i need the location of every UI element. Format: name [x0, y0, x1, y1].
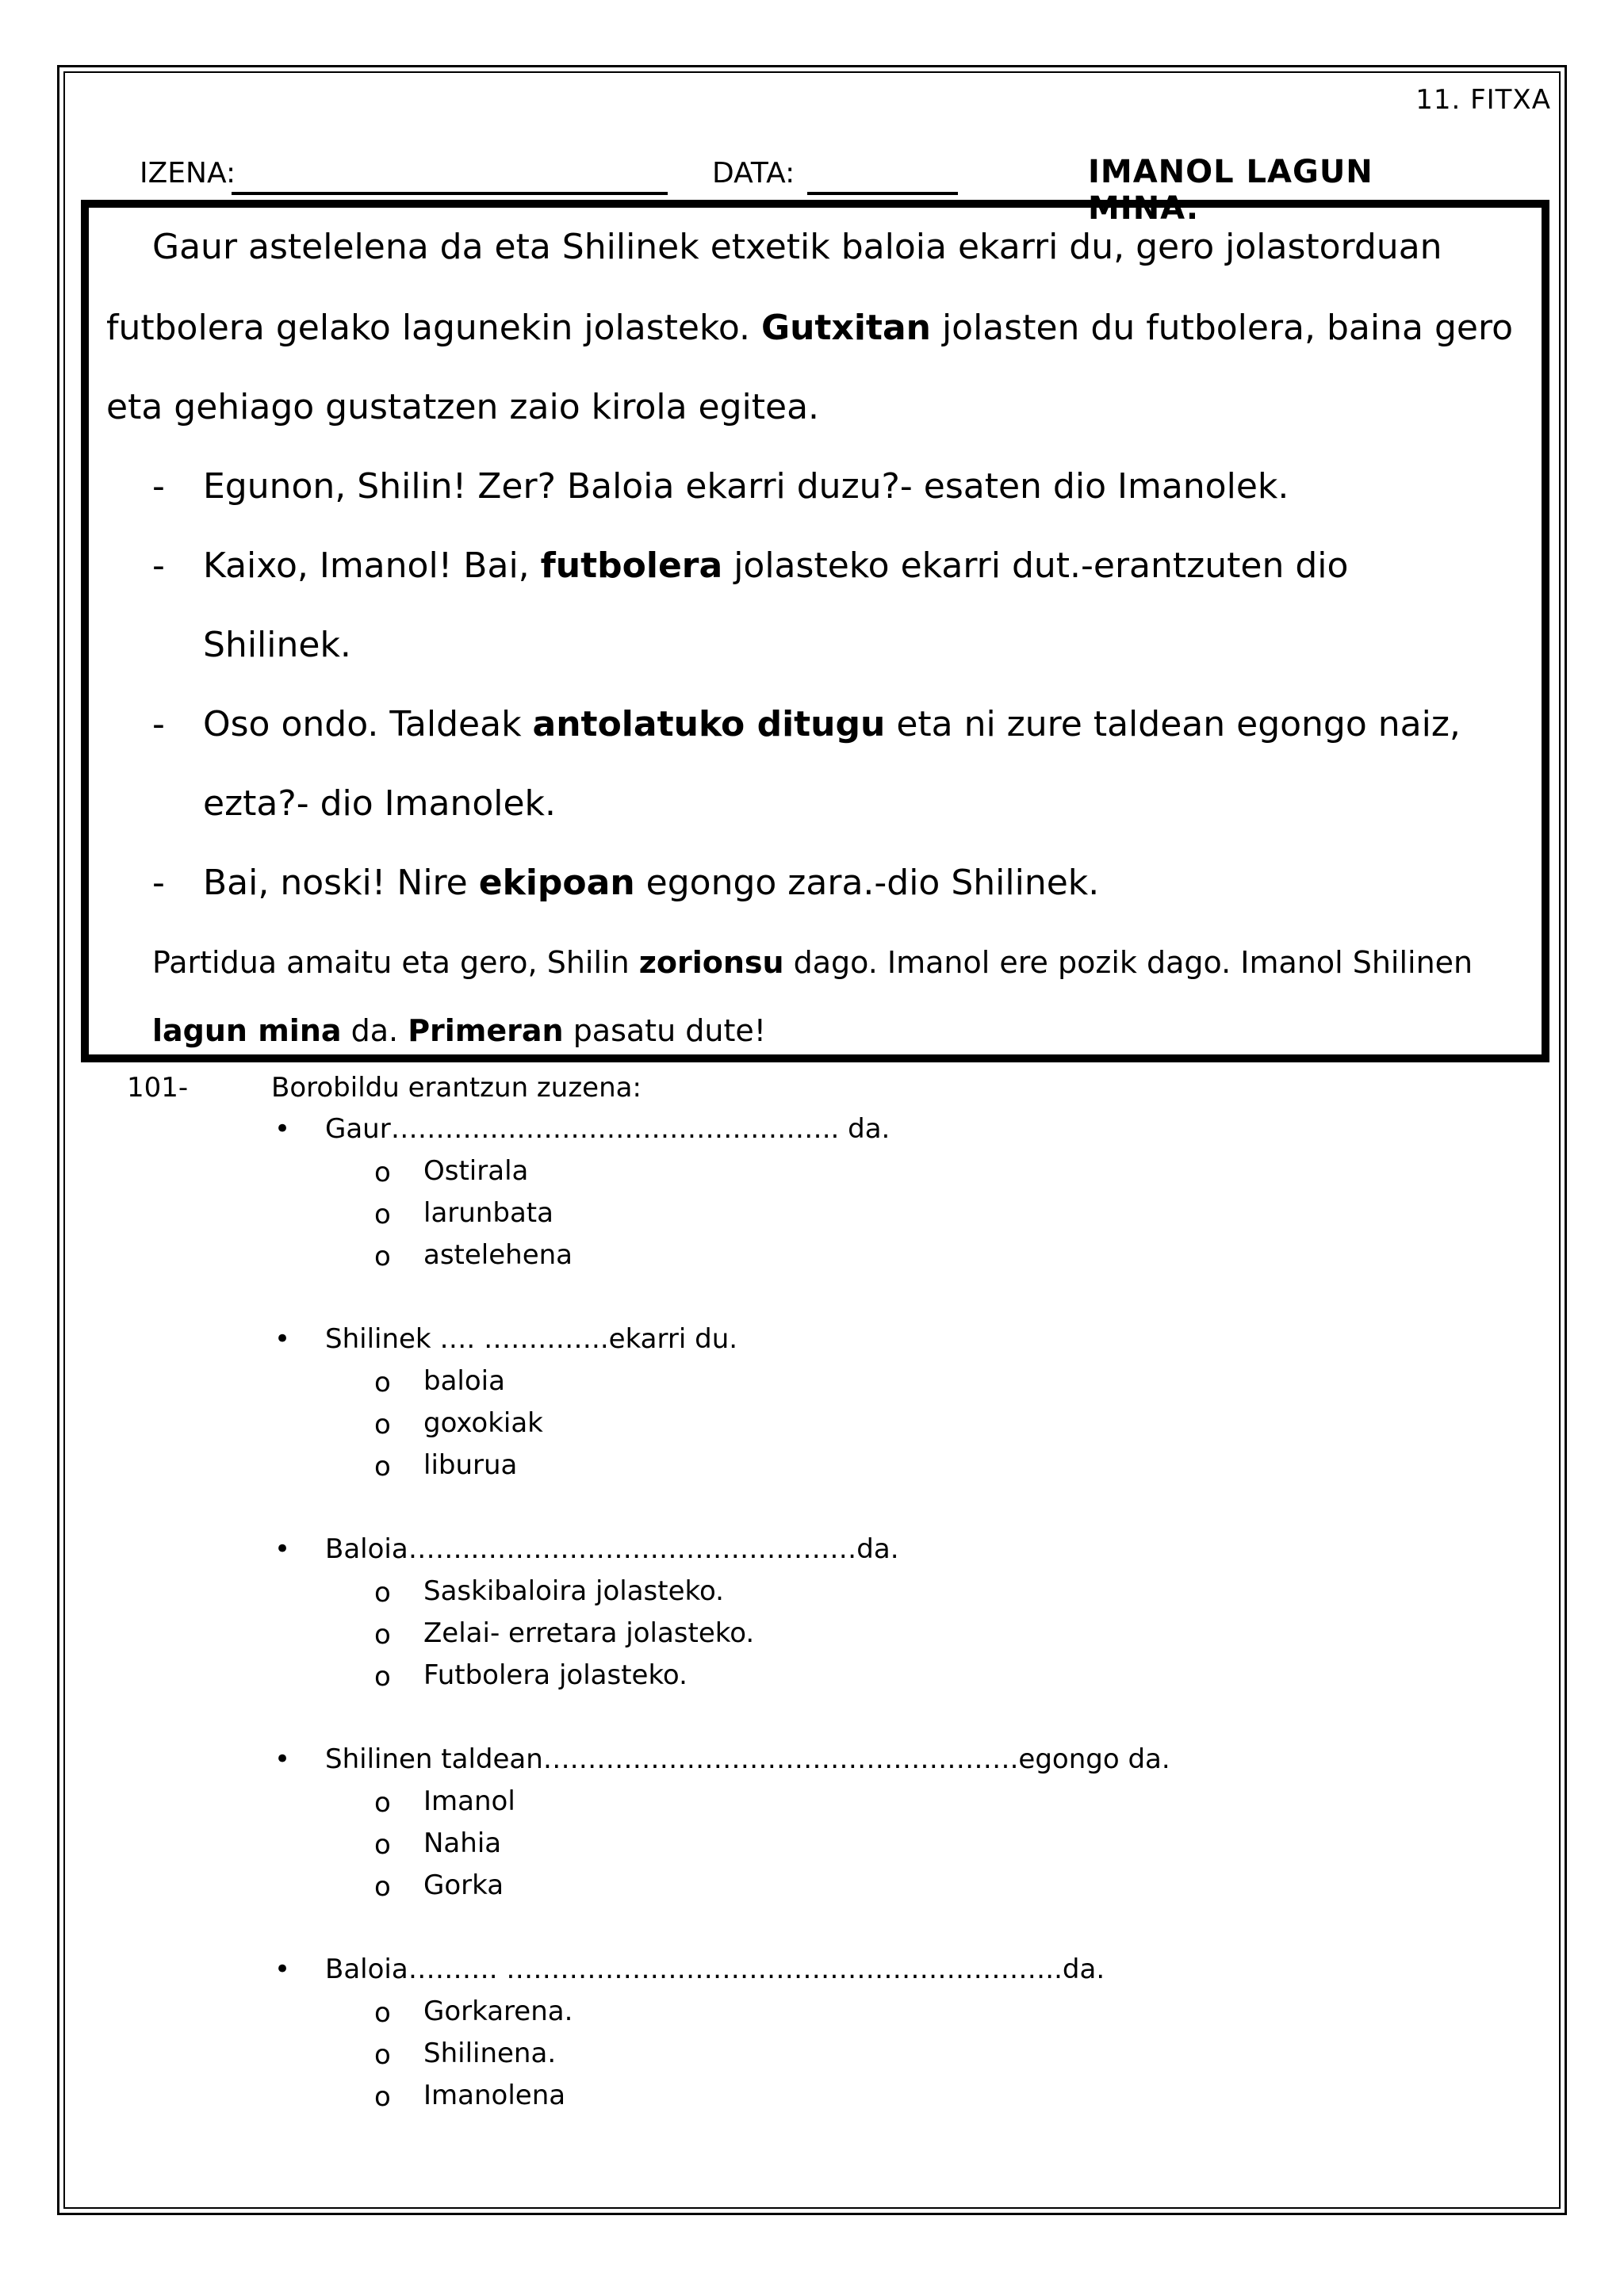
option-circle-icon[interactable]: o: [374, 1661, 391, 1693]
question-1-text: Gaur………………………………………….. da.: [325, 1113, 891, 1145]
question-3-option-3[interactable]: Futbolera jolasteko.: [423, 1659, 688, 1691]
question-2-text: Shilinek …. …………..ekarri du.: [325, 1323, 738, 1355]
question-3-option-2[interactable]: Zelai- erretara jolasteko.: [423, 1617, 755, 1649]
option-circle-icon[interactable]: o: [374, 1871, 391, 1903]
date-label: DATA:: [712, 157, 795, 189]
dialogue-2: Kaixo, Imanol! Bai, futbolera jolasteko ekarri dut.-erantzuten dio: [203, 545, 1349, 586]
option-circle-icon[interactable]: o: [374, 1157, 391, 1188]
question-5-option-3[interactable]: Imanolena: [423, 2080, 566, 2111]
dialogue-1: Egunon, Shilin! Zer? Baloia ekarri duzu?- esaten dio Imanolek.: [203, 466, 1289, 507]
worksheet-title: IMANOL LAGUN MINA.: [1088, 154, 1373, 227]
option-circle-icon[interactable]: o: [374, 1241, 391, 1272]
question-4-option-2[interactable]: Nahia: [423, 1827, 502, 1859]
question-1-option-3[interactable]: astelehena: [423, 1239, 573, 1271]
story-ending-2: lagun mina da. Primeran pasatu dute!: [152, 1013, 766, 1048]
option-circle-icon[interactable]: o: [374, 1619, 391, 1651]
option-circle-icon[interactable]: o: [374, 1997, 391, 2029]
dialogue-dash: -: [152, 545, 165, 586]
dialogue-dash: -: [152, 863, 165, 903]
name-line: [232, 192, 668, 195]
option-circle-icon[interactable]: o: [374, 1367, 391, 1399]
story-line-3: eta gehiago gustatzen zaio kirola egitea.: [106, 387, 820, 427]
question-3-text: Baloia……..……………………………………da.: [325, 1533, 899, 1565]
story-line-1: Gaur astelelena da eta Shilinek etxetik baloia ekarri du, gero jolastorduan: [152, 227, 1442, 267]
question-bullet: •: [274, 1113, 291, 1145]
sheet-label: 11. FITXA: [1415, 84, 1551, 116]
option-circle-icon[interactable]: o: [374, 1199, 391, 1230]
option-circle-icon[interactable]: o: [374, 1451, 391, 1483]
question-4-option-3[interactable]: Gorka: [423, 1869, 504, 1901]
story-line-2: futbolera gelako lagunekin jolasteko. Gutxitan jolasten du futbolera, baina gero: [106, 308, 1513, 348]
dialogue-dash: -: [152, 704, 165, 744]
question-3-option-1[interactable]: Saskibaloira jolasteko.: [423, 1575, 724, 1607]
question-1-option-1[interactable]: Ostirala: [423, 1155, 529, 1187]
question-bullet: •: [274, 1533, 291, 1565]
question-bullet: •: [274, 1323, 291, 1355]
option-circle-icon[interactable]: o: [374, 1409, 391, 1441]
option-circle-icon[interactable]: o: [374, 2039, 391, 2071]
question-5-option-2[interactable]: Shilinena.: [423, 2038, 557, 2069]
question-2-option-3[interactable]: liburua: [423, 1449, 518, 1481]
question-2-option-1[interactable]: baloia: [423, 1365, 505, 1397]
exercise-instruction: Borobildu erantzun zuzena:: [271, 1072, 642, 1104]
option-circle-icon[interactable]: o: [374, 2081, 391, 2113]
story-ending-1: Partidua amaitu eta gero, Shilin zorionsu dago. Imanol ere pozik dago. Imanol Shilinen: [152, 945, 1473, 980]
question-1-option-2[interactable]: larunbata: [423, 1197, 553, 1229]
question-4-text: Shilinen taldean….………………………………………….egongo da.: [325, 1743, 1170, 1775]
header-row: [140, 154, 1488, 227]
option-circle-icon[interactable]: o: [374, 1787, 391, 1819]
dialogue-dash: -: [152, 466, 165, 507]
dialogue-2-cont: Shilinek.: [203, 625, 351, 665]
question-5-text: Baloia………. ……………………………………………………..da.: [325, 1954, 1105, 1985]
question-bullet: •: [274, 1743, 291, 1775]
question-2-option-2[interactable]: goxokiak: [423, 1407, 543, 1439]
question-4-option-1[interactable]: Imanol: [423, 1785, 515, 1817]
date-line: [807, 192, 958, 195]
story-box: [81, 200, 1549, 1062]
option-circle-icon[interactable]: o: [374, 1577, 391, 1609]
dialogue-3: Oso ondo. Taldeak antolatuko ditugu eta ni zure taldean egongo naiz,: [203, 704, 1461, 744]
exercise-number: 101-: [127, 1072, 189, 1104]
question-bullet: •: [274, 1954, 291, 1985]
option-circle-icon[interactable]: o: [374, 1829, 391, 1861]
dialogue-3-cont: ezta?- dio Imanolek.: [203, 783, 557, 824]
dialogue-4: Bai, noski! Nire ekipoan egongo zara.-dio Shilinek.: [203, 863, 1100, 903]
question-5-option-1[interactable]: Gorkarena.: [423, 1996, 573, 2027]
name-label: IZENA:: [140, 157, 236, 189]
